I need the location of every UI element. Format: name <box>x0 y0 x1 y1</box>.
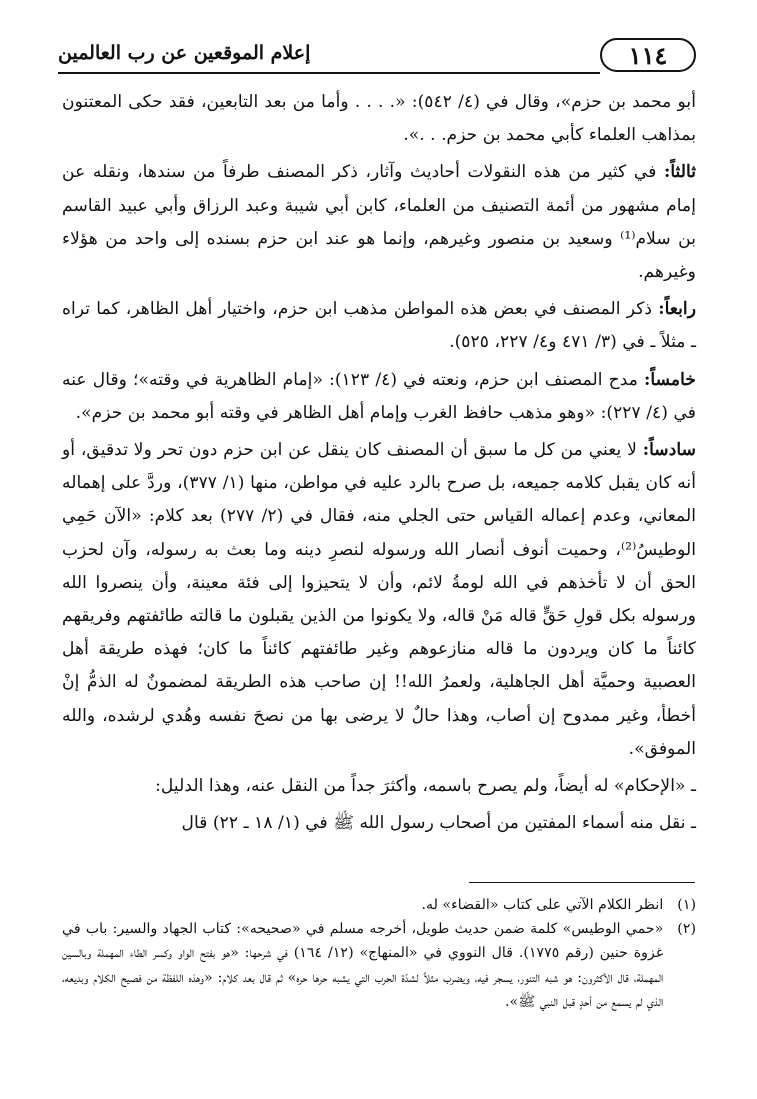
footnote-separator <box>469 882 695 883</box>
paragraph <box>62 156 696 289</box>
book-title: إعلام الموقعين عن رب العالمين <box>58 42 311 64</box>
paragraph-text: ـ نقل منه أسماء المفتين من أصحاب رسول الله ﷺ في (١/ ١٨ ـ ٢٢) قال <box>181 813 696 834</box>
paragraph-text: أبو محمد بن حزم»، وقال في (٤/ ٥٤٢): «. . . . وأما من بعد التابعين، فقد حكى المعتنون بمذاهب العلماء كأبي محمد بن حزم. . .». <box>62 92 696 146</box>
paragraph-lead: رابعاً: <box>658 299 696 320</box>
header-rule <box>58 72 600 74</box>
paragraph-lead: ثالثاً: <box>663 162 696 183</box>
paragraph-text: مدح المصنف ابن حزم، ونعته في (٤/ ١٢٣): «إمام الظاهرية في وقته»؛ وقال عنه في (٤/ ٢٢٧): «وهو مذهب حافظ الغرب وإمام أهل الظاهر في وقته أبو محمد بن حزم». <box>62 369 696 423</box>
paragraph <box>62 364 696 430</box>
footnote <box>62 893 696 917</box>
main-text <box>62 86 696 844</box>
paragraph <box>62 770 696 803</box>
footnote-number: (٢) <box>677 921 696 938</box>
paragraph <box>62 86 696 152</box>
footnotes <box>62 893 696 1014</box>
paragraph-lead: خامساً: <box>644 369 696 390</box>
running-header <box>58 38 696 80</box>
paragraph <box>62 807 696 840</box>
paragraph-text: ـ «الإحكام» له أيضاً، ولم يصرح باسمه، وأكثرَ جداً من النقل عنه، وهذا الدليل: <box>155 776 696 797</box>
paragraph <box>62 434 696 766</box>
footnote-text: «حمي الوطيس» كلمة ضمن حديث طويل، أخرجه مسلم في «صحيحه»: كتاب الجهاد والسير: باب في غزوة حنين (رقم ١٧٧٥). قال النووي في «المنهاج» (١٢/ ١٦٤) في شرحها: «هو بفتح الواو وكسر الطاء المهملة وبالسين المهملة، قال الأكثرون: هو شبه التنور، يسجر فيه، ويضرب مثلاً لشدّة الحرب التي يشبه حرها حره» ثم قال بعد كلام: «وهذه اللفظة من فصيح الكلام وبديعه، الذي لم يسمع من أحدٍ قبل النبي ﷺ». <box>62 921 664 1010</box>
paragraph <box>62 293 696 359</box>
footnote-text: انظر الكلام الآتي على كتاب «القضاء» له. <box>421 897 664 913</box>
paragraph-text: لا يعني من كل ما سبق أن المصنف كان ينقل عن ابن حزم دون تحر ولا تدقيق، أو أنه كان يقبل كلامه جميعه، بل صرح بالرد عليه في مواطن، منها (١/ ٣٧٧)، وردَّ على إهماله المعاني، وعدم إعماله القياس حتى الجلي منه، فقال في (٢/ ٢٧٧) بعد كلام: «الآن حَمِي الوطيسُ⁽²⁾، وحميت أنوف أنصار الله ورسوله لنصرِ دينه وما بعث به رسوله، وآن لحزب الحق أن لا تأخذهم في الله لومةُ لائم، وأن لا يتحيزوا إلى فئة معينة، وأن ينصروا الله ورسوله بكل قولِ حَقٍّ قاله مَنْ قاله، ولا يكونوا من الذين يقبلون ما قالته طائفتهم وفريقهم كائناً ما كان ويردون ما قاله منازعوهم وغير طائفتهم كائناً ما كان؛ فهذه طريقة أهل العصبية وحميَّة أهل الجاهلية، ولعمرُ الله!! إن صاحب هذه الطريقة لمضمونٌ له الذمُّ إنْ أخطأ، وغير ممدوح إن أصاب، وهذا حالٌ لا يرضى بها من نصحَ نفسه وهُدي لرشده، والله الموفق». <box>62 440 696 759</box>
paragraph-text: في كثير من هذه النقولات أحاديث وآثار، ذكر المصنف طرفاً من سندها، ونقله عن إمام مشهور من أئمة التصنيف من العلماء، كابن أبي شيبة وعبد الرزاق وأبي عبيد القاسم بن سلام⁽¹⁾ وسعيد بن منصور وغيرهم، وإنما هو عند ابن حزم بسنده إلى واحد من هؤلاء وغيرهم. <box>62 162 696 283</box>
paragraph-lead: سادساً: <box>642 440 696 461</box>
paragraph-text: ذكر المصنف في بعض هذه المواطن مذهب ابن حزم، واختيار أهل الظاهر، كما تراه ـ مثلاً ـ في (٣/ ٤٧١ و٤/ ٢٢٧، ٥٢٥). <box>62 299 696 353</box>
footnote-number: (١) <box>677 897 696 913</box>
footnote <box>62 917 696 1014</box>
page-number: ١١٤ <box>600 38 696 72</box>
